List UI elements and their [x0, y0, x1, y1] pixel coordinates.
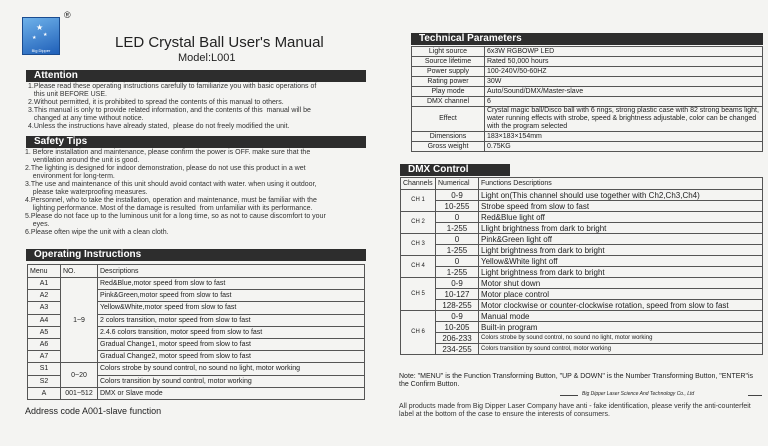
divider [748, 395, 762, 396]
table-row [412, 97, 763, 107]
safety-item: 5.Please do not face up to the luminous unit for a long time, so as not to cause discomfort to your [25, 213, 326, 220]
function-description: Strobe speed from slow to fast [479, 201, 763, 212]
table-row: A2 Pink&Green,motor speed from slow to fast [28, 290, 365, 302]
param-key: DMX channel [412, 97, 485, 107]
function-description: Colors transition by sound control, motor working [479, 344, 763, 355]
numerical-range: 10-205 [436, 322, 479, 333]
table-row [401, 234, 763, 245]
function-description: Light on(This channel should use together with Ch2,Ch3,Ch4) [479, 190, 763, 201]
table-row [412, 142, 763, 152]
table-row [412, 87, 763, 97]
table-row: A4 2 colors transition, motor speed from slow to fast [28, 314, 365, 326]
table-row [401, 201, 763, 212]
table-row [412, 57, 763, 67]
numerical-range: 234-255 [436, 344, 479, 355]
numerical-range: 0 [436, 256, 479, 267]
dmx-heading: DMX Control [400, 164, 510, 176]
table-row [401, 289, 763, 300]
param-value: 6 [485, 97, 763, 107]
table-row [412, 77, 763, 87]
function-description: Motor clockwise or counter-clockwise rotation, speed from slow to fast [479, 300, 763, 311]
table-header [401, 178, 763, 190]
param-key: Play mode [412, 87, 485, 97]
numerical-range: 0 [436, 212, 479, 223]
numerical-range: 10-127 [436, 289, 479, 300]
col-no: NO. [61, 265, 98, 278]
numerical-range: 0-9 [436, 278, 479, 289]
attention-item: this unit BEFORE USE. [28, 91, 107, 98]
table-row [401, 223, 763, 234]
function-description: Light brightness from dark to bright [479, 245, 763, 256]
param-key: Gross weight [412, 142, 485, 152]
table-row [401, 212, 763, 223]
attention-item: 1.Please read these operating instructions carefully to familiarize you with basic operations of [28, 83, 317, 90]
safety-heading: Safety Tips [26, 136, 366, 148]
technical-heading: Technical Parameters [411, 33, 763, 45]
registered-mark: ® [64, 10, 71, 20]
safety-item: ventilation around the unit is good. [25, 157, 140, 164]
function-description: Yellow&White light off [479, 256, 763, 267]
table-row [401, 311, 763, 322]
table-row: A6 Gradual Change1, motor speed from slow to fast [28, 338, 365, 350]
table-row: A3 Yellow&White,motor speed from slow to fast [28, 302, 365, 314]
logo-brand: Big Dipper [31, 48, 51, 53]
channel-label: CH 2 [401, 212, 436, 234]
address-code: Address code A001-slave function [25, 406, 162, 416]
divider [560, 395, 578, 396]
safety-item: 6.Please often wipe the unit with a clean cloth. [25, 229, 169, 236]
numerical-range: 1-255 [436, 245, 479, 256]
function-description: Pink&Green light off [479, 234, 763, 245]
safety-item: please take waterproofing measures. [25, 189, 148, 196]
table-row [401, 190, 763, 201]
param-key: Rating power [412, 77, 485, 87]
table-row: S1 0~20 Colors strobe by sound control, no sound no light, motor working [28, 363, 365, 375]
function-description: Manual mode [479, 311, 763, 322]
channel-label: CH 4 [401, 256, 436, 278]
function-description: Light brightness from dark to bright [479, 267, 763, 278]
channel-label: CH 5 [401, 278, 436, 311]
table-row [401, 333, 763, 344]
brand-logo [22, 17, 60, 55]
numerical-range: 206-233 [436, 333, 479, 344]
numerical-range: 0-9 [436, 311, 479, 322]
operating-table [27, 264, 365, 400]
safety-item: 2.The lighting is designed for indoor demonstration, please do not use this product in a wet [25, 165, 306, 172]
safety-item: 1. Before installation and maintenance, please confirm the power is OFF. make sure that the [25, 149, 311, 156]
numerical-range: 10-255 [436, 201, 479, 212]
param-key: Source lifetime [412, 57, 485, 67]
param-value: 6x3W RGBOWP LED [485, 47, 763, 57]
numerical-range: 128-255 [436, 300, 479, 311]
safety-item: eyes. [25, 221, 50, 228]
company-name: Big Dipper Laser Science And Technology Co., Ltd [582, 391, 695, 397]
attention-item: 3.This manual is only to provide related information, and the contents of this manual will be [28, 107, 311, 114]
table-row [401, 344, 763, 355]
star-icon: ★ [36, 23, 44, 32]
attention-item: 4.Unless the instructions have already stated, please do not freely modified the unit. [28, 123, 290, 130]
table-row [412, 47, 763, 57]
param-value: 0.75KG [485, 142, 763, 152]
col-functions: Functions Descriptions [479, 178, 763, 190]
table-row: A7 Gradual Change2, motor speed from slow to fast [28, 351, 365, 363]
numerical-range: 1-255 [436, 267, 479, 278]
param-key: Effect [412, 107, 485, 132]
table-row [401, 256, 763, 267]
channel-label: CH 3 [401, 234, 436, 256]
attention-heading: Attention [26, 70, 366, 82]
param-value: Rated 50,000 hours [485, 57, 763, 67]
table-row: A 001~512 DMX or Slave mode [28, 387, 365, 399]
table-row: A5 2.4.6 colors transition, motor speed from slow to fast [28, 326, 365, 338]
table-row [412, 67, 763, 77]
table-row [401, 322, 763, 333]
function-description: Motor shut down [479, 278, 763, 289]
function-description: Motor place control [479, 289, 763, 300]
param-key: Power supply [412, 67, 485, 77]
safety-item: lighting performance. Most of the damage is resulted from unfamiliar with its performance. [25, 205, 313, 212]
model-number: Model:L001 [178, 52, 236, 64]
function-description: Colors strobe by sound control, no sound no light, motor working [479, 333, 763, 344]
param-value: 30W [485, 77, 763, 87]
table-row [401, 278, 763, 289]
param-key: Light source [412, 47, 485, 57]
table-row [412, 132, 763, 142]
table-row [401, 245, 763, 256]
col-descriptions: Descriptions [98, 265, 365, 278]
col-menu: Menu [28, 265, 61, 278]
safety-item: 3.The use and maintenance of this unit should avoid contact with water. when using it outdoor, [25, 181, 317, 188]
param-key: Dimensions [412, 132, 485, 142]
table-row: A1 1~9 Red&Blue,motor speed from slow to fast [28, 278, 365, 290]
safety-text [25, 149, 375, 237]
safety-item: environment for long-term. [25, 173, 115, 180]
channel-label: CH 6 [401, 311, 436, 355]
numerical-range: 1-255 [436, 223, 479, 234]
attention-item: 2.Without permitted, it is prohibited to spread the contents of this manual to others. [28, 99, 284, 106]
footer-text: All products made from Big Dipper Laser Company have anti - fake identification, please verify the anti-counterfeit label at the bottom of the case to ensure the interests of consumers. [399, 403, 751, 418]
table-row [401, 267, 763, 278]
function-description: Red&Blue light off [479, 212, 763, 223]
safety-item: 4.Personnel, who to take the installation, operation and maintenance, must be familiar with the [25, 197, 317, 204]
note-text: Note: "MENU" is the Function Transforming Button, "UP & DOWN" is the Number Transforming Button, "ENTER"is the Confirm Button. [399, 373, 754, 388]
numerical-range: 0-9 [436, 190, 479, 201]
param-value: 100-240V/50-60HZ [485, 67, 763, 77]
function-description: Llight brightness from dark to bright [479, 223, 763, 234]
table-row [412, 107, 763, 132]
technical-table [411, 46, 763, 152]
channel-label: CH 1 [401, 190, 436, 212]
operating-heading: Operating Instructions [26, 249, 366, 261]
attention-item: changed at any time without notice. [28, 115, 144, 122]
table-row: S2 Colors transition by sound control, motor working [28, 375, 365, 387]
numerical-range: 0 [436, 234, 479, 245]
param-value: Auto/Sound/DMX/Master-slave [485, 87, 763, 97]
attention-text [28, 83, 373, 131]
table-row [401, 300, 763, 311]
col-numerical: Numerical [436, 178, 479, 190]
star-icon: ★ [43, 32, 48, 38]
function-description: Built-in program [479, 322, 763, 333]
col-channels: Channels [401, 178, 436, 190]
param-value: 183×183×154mm [485, 132, 763, 142]
star-icon: ★ [32, 35, 37, 41]
dmx-table [400, 177, 763, 355]
param-value: Crystal magic ball/Disco ball with 6 rings, strong plastic case with 82 strong beams light, water running effects with strobe, speed & brightness adjustable, color can be changed with the program selected [485, 107, 763, 132]
page-title: LED Crystal Ball User's Manual [115, 34, 324, 51]
